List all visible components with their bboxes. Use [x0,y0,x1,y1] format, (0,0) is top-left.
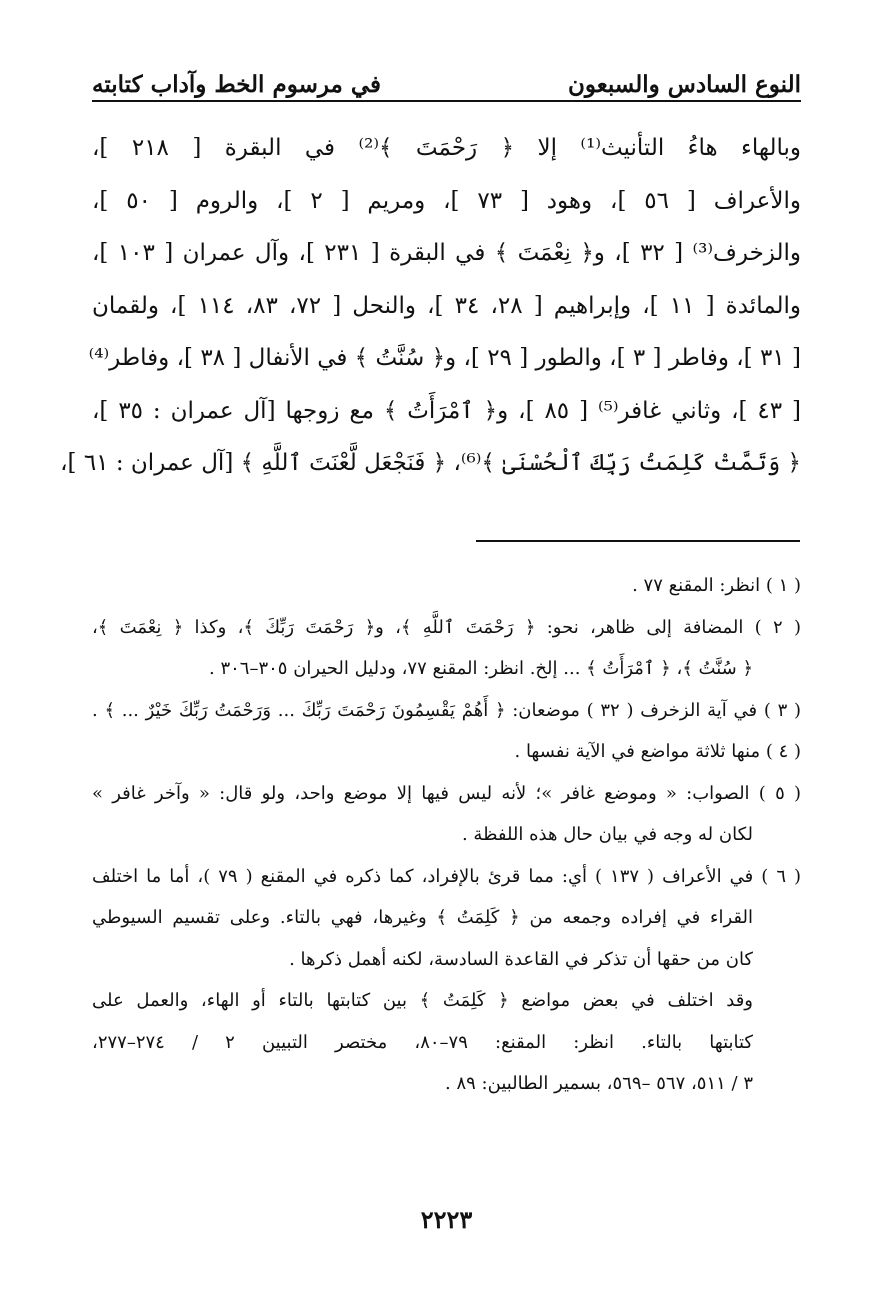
main-text [60,122,802,490]
footnote-line: كتابتها بالتاء. انظر: المقنع: ٧٩–٨٠، مختصر التبيين ٢ / ٢٧٤–٢٧٧، [92,1031,754,1053]
footnote-line: القراء في إفراده وجمعه من ﴿ كَلِمَتُ ﴾ وغيرها، فهي بالتاء. وعلى تقسيم السيوطي [92,907,753,928]
running-header [92,54,801,98]
header-chapter-title: النوع السادس والسبعون [567,71,801,98]
footnote-line: ( ٤ ) منها ثلاثة مواضع في الآية نفسها . [514,741,801,762]
main-line: والزخرف⁽³⁾ [ ٣٢ ]، و﴿ نِعْمَتَ ﴾ في البقرة [ ٢٣١ ]، وآل عمران [ ١٠٣ ]، [92,240,801,266]
footnotes [92,565,801,1105]
footnote-line: ( ١ ) انظر: المقنع ٧٧ . [632,575,801,596]
main-line: [ ٣١ ]، وفاطر [ ٣ ]، والطور [ ٢٩ ]، و﴿ سُنَّتُ ﴾ في الأنفال [ ٣٨ ]، وفاطر⁽⁴⁾ [88,345,801,371]
footnote-line: ﴿ سُنَّتُ ﴾، ﴿ ٱمْرَأَتُ ﴾ ... إلخ. انظر: المقنع ٧٧، ودليل الحيران ٣٠٥–٣٠٦ . [209,658,753,679]
main-line: [ ٤٣ ]، وثاني غافر⁽⁵⁾ [ ٨٥ ]، و﴿ ٱمْرَأَتُ ﴾ مع زوجها [آل عمران : ٣٥ ]، [92,397,801,424]
main-line: والأعراف [ ٥٦ ]، وهود [ ٧٣ ]، ومريم [ ٢ ]، والروم [ ٥٠ ]، [92,187,801,214]
footnote-line: لكان له وجه في بيان حال هذه اللفظة . [461,824,753,845]
footnote-line: ( ٥ ) الصواب: « وموضع غافر »؛ لأنه ليس فيها إلا موضع واحد، ولو قال: « وآخر غافر » [92,782,801,804]
main-line: والمائدة [ ١١ ]، وإبراهيم [ ٢٨، ٣٤ ]، والنحل [ ٧٢، ٨٣، ١١٤ ]، ولقمان [92,292,802,319]
footnote-line: كان من حقها أن تذكر في القاعدة السادسة، لكنه أهمل ذكرها . [289,948,753,970]
header-section-title: في مرسوم الخط وآداب كتابته [92,71,382,98]
footnote-separator [476,540,800,542]
page-number: ٢٢٢٣ [420,1205,473,1234]
header-rule [92,100,801,102]
footnote-line: ( ٢ ) المضافة إلى ظاهر، نحو: ﴿ رَحْمَتَ ٱللَّهِ ﴾، و﴿ رَحْمَتَ رَبِّكَ ﴾، وكذا ﴿ نِعْمَتَ ﴾، [92,616,801,638]
main-line: وبالهاء هاءُ التأنيث⁽¹⁾ إلا ﴿ رَحْمَتَ ﴾⁽²⁾ في البقرة [ ٢١٨ ]، [92,135,801,161]
main-line: ﴿ وَتَمَّتْ كَلِمَتُ رَبِّكَ ٱلْحُسْنَىٰ ﴾⁽⁶⁾، ﴿ فَنَجْعَل لَّعْنَتَ ٱللَّهِ ﴾ [آل عمران : ٦١ ]، [60,450,801,476]
footnote-line: وقد اختلف في بعض مواضع ﴿ كَلِمَتُ ﴾ بين كتابتها بالتاء أو الهاء، والعمل على [92,990,753,1011]
footnote-line: ٣ / ٥١١، ٥٦٧ –٥٦٩، بسمير الطالبين: ٨٩ . [445,1073,753,1094]
footnote-line: ( ٦ ) في الأعراف ( ١٣٧ ) أي: مما قرئ بالإفراد، كما ذكره في المقنع ( ٧٩ )، أما ما اختلف [92,865,802,887]
footnote-line: ( ٣ ) في آية الزخرف ( ٣٢ ) موضعان: ﴿ أَهُمْ يَقْسِمُونَ رَحْمَتَ رَبِّكَ ... وَرَحْمَتُ رَبِّكَ خَيْرٌ ... ﴾ . [92,699,802,721]
